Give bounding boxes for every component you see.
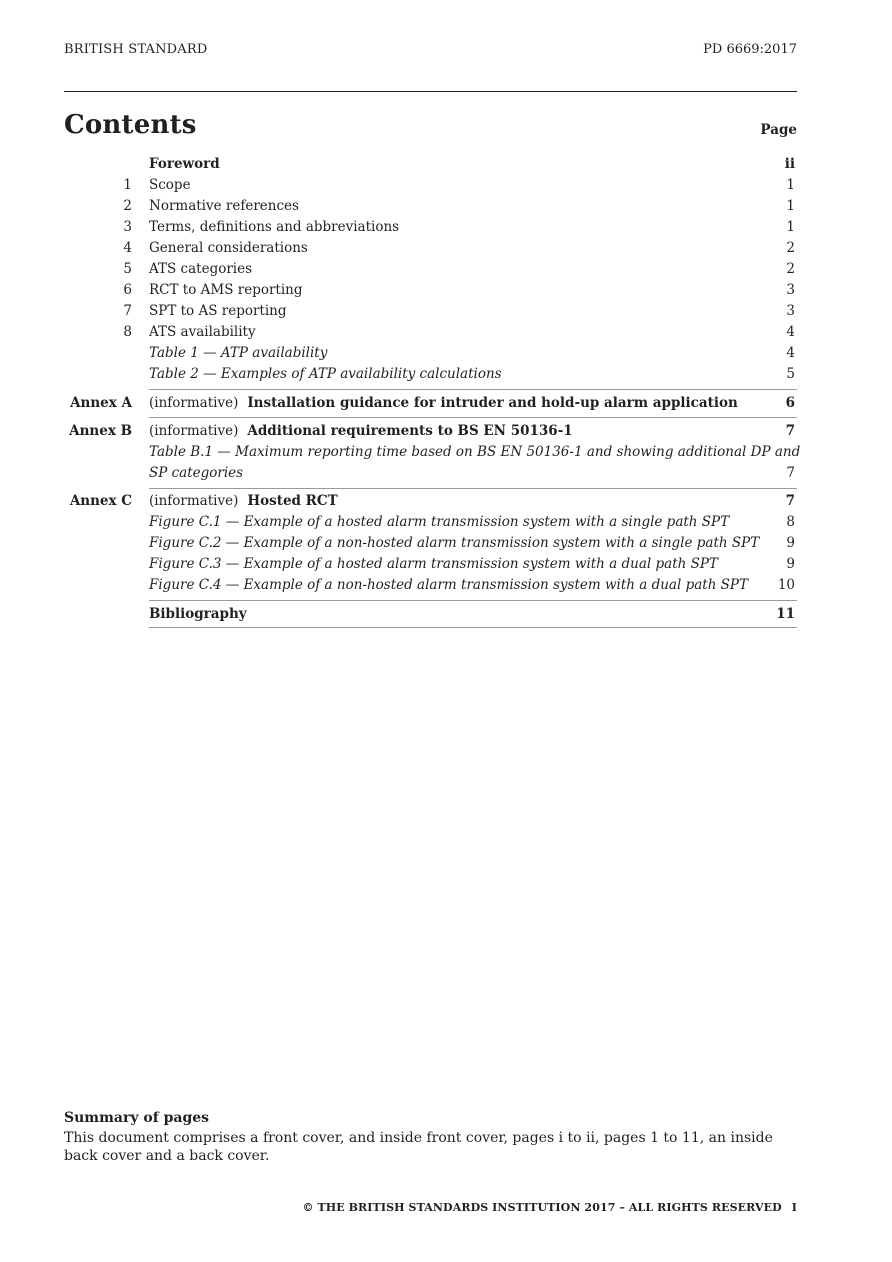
toc-entry-title: Figure C.2 — Example of a non-hosted alarm transmission system with a single path SPT	[149, 535, 760, 551]
toc-entry-title: Bibliography	[149, 606, 247, 622]
toc-entry-clause[interactable]	[0, 280, 892, 301]
toc-entry-number: Annex B	[69, 423, 132, 439]
toc-entry-page: 4	[786, 324, 795, 340]
toc-entry-page: 7	[786, 465, 795, 481]
toc-entry-table[interactable]	[0, 343, 892, 364]
toc-entry-title-group	[149, 421, 573, 442]
toc-entry-page: 2	[786, 240, 795, 256]
toc-entry-bibliography[interactable]	[0, 604, 892, 625]
toc-entry-title: Additional requirements to BS EN 50136-1	[247, 423, 573, 439]
section-divider	[149, 488, 797, 489]
summary-text: This document comprises a front cover, and inside front cover, pages i to ii, pages 1 to 11, an inside back cover and a back cover.	[64, 1130, 773, 1164]
toc-entry-clause[interactable]	[0, 238, 892, 259]
toc-entry-page: 5	[786, 366, 795, 382]
toc-entry-page: 1	[786, 219, 795, 235]
toc-entry-clause[interactable]	[0, 322, 892, 343]
annex-informative-label: (informative)	[149, 423, 239, 439]
toc-entry-number: 6	[123, 282, 132, 298]
toc-entry-number: 5	[123, 261, 132, 277]
toc-entry-page: 6	[785, 395, 795, 411]
toc-entry-title-line-1: Table B.1 — Maximum reporting time based on BS EN 50136-1 and showing additional DP and	[149, 444, 801, 460]
page-title: Contents	[64, 110, 197, 140]
toc-entry-table[interactable]	[0, 442, 892, 463]
toc-entry-annex-b[interactable]	[0, 421, 892, 442]
toc-entry-title: Figure C.4 — Example of a non-hosted alarm transmission system with a dual path SPT	[149, 577, 749, 593]
toc-entry-figure[interactable]	[0, 575, 892, 596]
copyright-text: © THE BRITISH STANDARDS INSTITUTION 2017 – ALL RIGHTS RESERVED	[302, 1201, 782, 1214]
toc-entry-number: 1	[123, 177, 132, 193]
toc-entry-number: Annex A	[70, 395, 132, 411]
toc-entry-page: 4	[786, 345, 795, 361]
toc-entry-page: 9	[786, 535, 795, 551]
page-column-label: Page	[760, 122, 797, 138]
summary-heading: Summary of pages	[64, 1110, 210, 1126]
toc-entry-page: 11	[776, 606, 795, 622]
running-header-standard: BRITISH STANDARD	[64, 42, 208, 57]
toc-entry-number: 3	[123, 219, 132, 235]
toc-entry-page: 1	[786, 177, 795, 193]
toc-entry-title: Foreword	[149, 156, 220, 172]
toc-entry-number: 2	[123, 198, 132, 214]
section-divider	[149, 417, 797, 418]
toc-entry-clause[interactable]	[0, 175, 892, 196]
toc-entry-figure[interactable]	[0, 512, 892, 533]
toc-entry-title: Hosted RCT	[247, 493, 338, 509]
toc-entry-page: 8	[786, 514, 795, 530]
toc-entry-title-group	[149, 491, 338, 512]
toc-entry-page: 9	[786, 556, 795, 572]
annex-informative-label: (informative)	[149, 395, 239, 411]
toc-entry-number: 7	[123, 303, 132, 319]
toc-entry-title: Scope	[149, 177, 191, 193]
toc-entry-figure[interactable]	[0, 554, 892, 575]
toc-entry-title: Table 1 — ATP availability	[149, 345, 328, 361]
toc-entry-title: Figure C.1 — Example of a hosted alarm transmission system with a single path SPT	[149, 514, 730, 530]
toc-entry-clause[interactable]	[0, 301, 892, 322]
section-divider	[149, 389, 797, 390]
section-divider	[149, 600, 797, 601]
toc-entry-number: Annex C	[69, 493, 132, 509]
toc-entry-table-continued[interactable]	[0, 463, 892, 484]
toc-entry-title: SPT to AS reporting	[149, 303, 287, 319]
annex-informative-label: (informative)	[149, 493, 239, 509]
toc-entry-clause[interactable]	[0, 259, 892, 280]
toc-entry-title: Terms, definitions and abbreviations	[149, 219, 400, 235]
toc-entry-title-group	[149, 393, 738, 414]
header-divider	[64, 91, 797, 92]
running-header-document-number: PD 6669:2017	[703, 42, 797, 57]
toc-entry-title-line-2: SP categories	[149, 465, 244, 481]
toc-entry-table[interactable]	[0, 364, 892, 385]
toc-entry-page: 10	[777, 577, 795, 593]
toc-entry-number: 8	[123, 324, 132, 340]
toc-entry-page: 7	[785, 423, 795, 439]
toc-entry-figure[interactable]	[0, 533, 892, 554]
toc-entry-page: 7	[785, 493, 795, 509]
toc-entry-title: ATS availability	[149, 324, 256, 340]
toc-entry-title: Normative references	[149, 198, 299, 214]
toc-entry-title: General considerations	[149, 240, 308, 256]
toc-entry-page: 1	[786, 198, 795, 214]
copyright-footer	[302, 1201, 797, 1214]
toc-entry-title: Figure C.3 — Example of a hosted alarm transmission system with a dual path SPT	[149, 556, 718, 572]
toc-entry-title: ATS categories	[149, 261, 253, 277]
toc-entry-page: 3	[786, 303, 795, 319]
toc-entry-annex-c[interactable]	[0, 491, 892, 512]
toc-entry-number: 4	[123, 240, 132, 256]
section-divider	[149, 627, 797, 628]
toc-entry-title: RCT to AMS reporting	[149, 282, 303, 298]
toc-entry-clause[interactable]	[0, 217, 892, 238]
toc-entry-page: ii	[784, 156, 795, 172]
toc-entry-page: 2	[786, 261, 795, 277]
page-number: I	[791, 1201, 797, 1214]
toc-entry-annex-a[interactable]	[0, 393, 892, 414]
toc-entry-clause[interactable]	[0, 196, 892, 217]
toc-entry-foreword[interactable]	[0, 154, 892, 175]
toc-entry-title: Installation guidance for intruder and hold-up alarm application	[247, 395, 738, 411]
toc-entry-title: Table 2 — Examples of ATP availability calculations	[149, 366, 502, 382]
toc-entry-page: 3	[786, 282, 795, 298]
